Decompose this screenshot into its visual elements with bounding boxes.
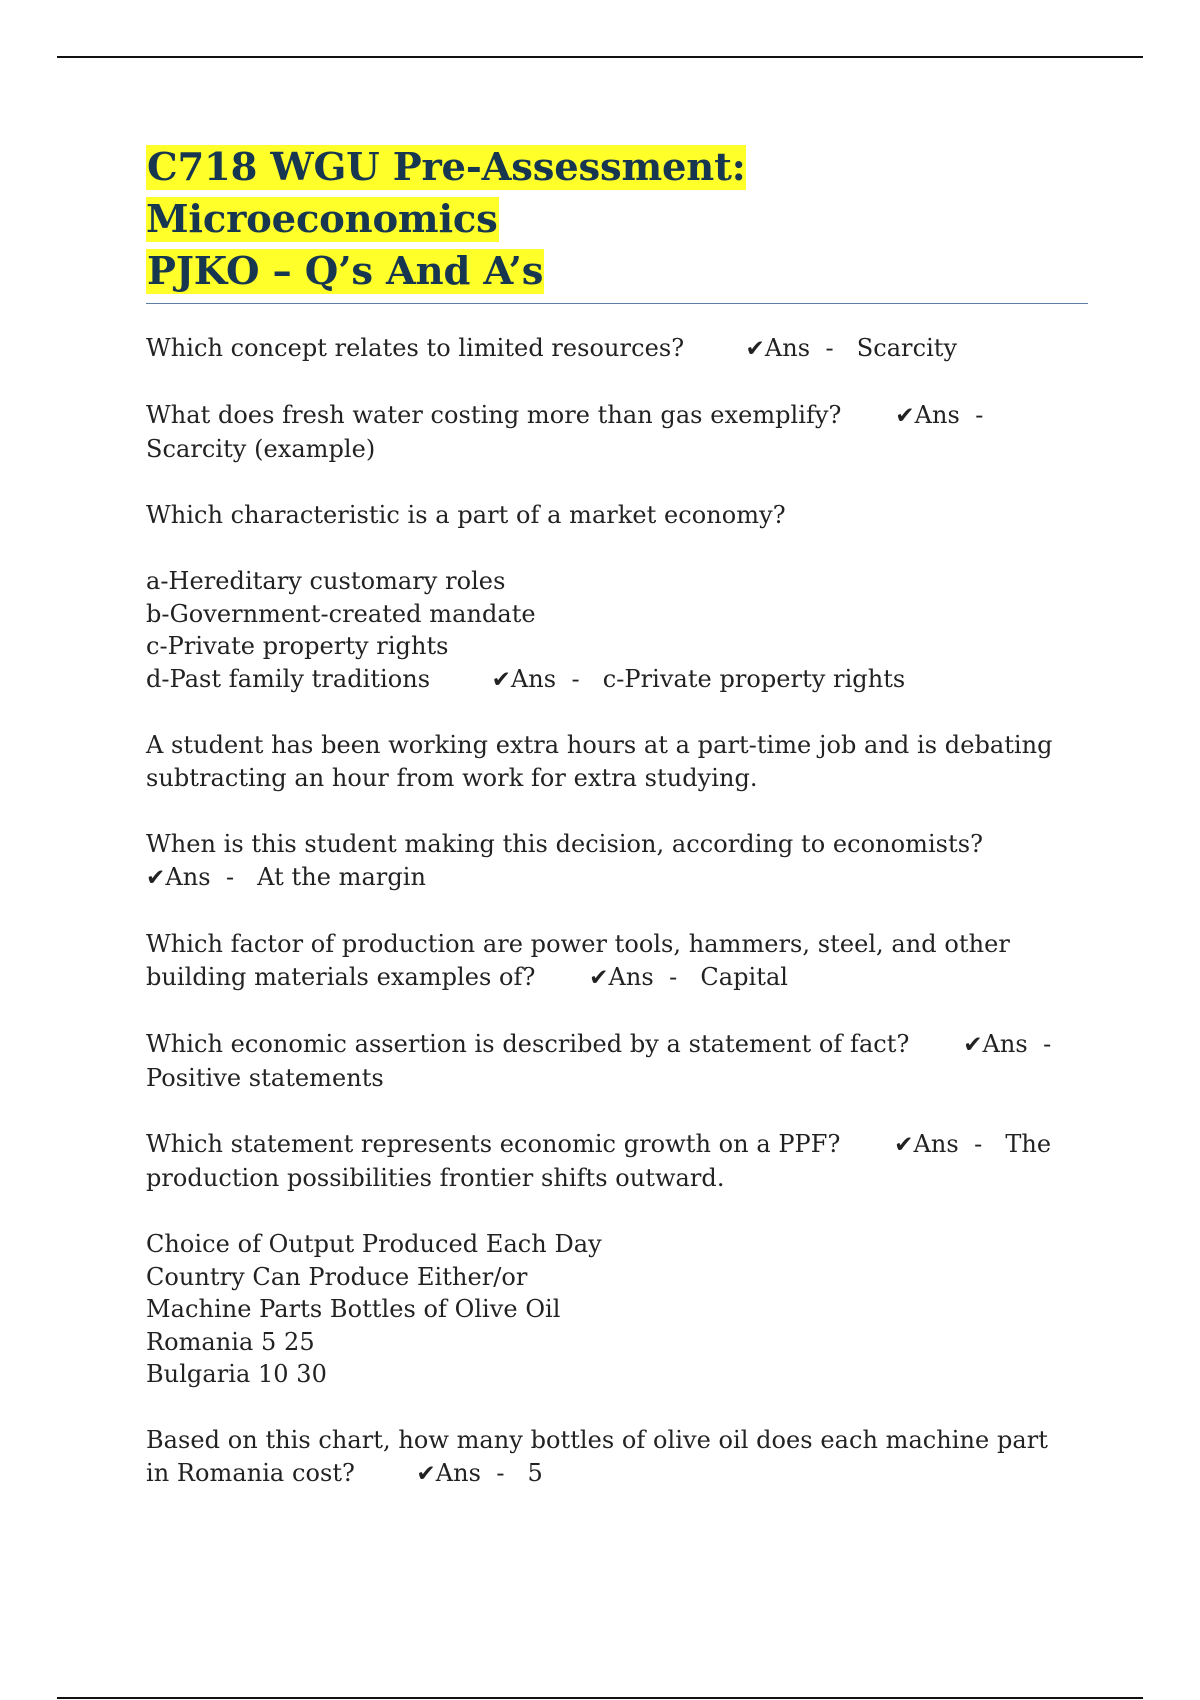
answer-prefix: Ans <box>165 863 211 891</box>
answer-text: Scarcity (example) <box>146 435 376 463</box>
answer-prefix: Ans <box>913 1130 959 1158</box>
chart-line: Choice of Output Produced Each Day <box>146 1230 602 1258</box>
answer-text: At the margin <box>257 863 426 891</box>
qa-item-margin: When is this student making this decision, according to economists? ✔Ans - At the margin <box>146 828 1086 895</box>
question-text: Which characteristic is a part of a market economy? <box>146 501 786 529</box>
question-text: Which economic assertion is described by a statement of fact? <box>146 1030 910 1058</box>
check-icon: ✔ <box>146 865 166 891</box>
answer-text: Scarcity <box>856 334 958 362</box>
check-icon: ✔ <box>894 1132 914 1158</box>
qa-item-student-scenario: A student has been working extra hours at a part-time job and is debating subtracting an hour from work for extra studying. <box>146 731 1053 792</box>
answer-text: Capital <box>700 963 789 991</box>
qa-item-scarcity: Which concept relates to limited resources? ✔Ans - Scarcity <box>146 334 958 362</box>
chart-line: Bulgaria 10 30 <box>146 1360 327 1388</box>
qa-item-market-economy-options: a-Hereditary customary roles b-Government-created mandate c-Private property rights d-Past family traditions ✔Ans - c-Private property rights <box>146 565 1086 696</box>
answer-prefix: Ans <box>764 334 811 362</box>
check-icon: ✔ <box>589 965 609 991</box>
check-icon: ✔ <box>416 1460 436 1487</box>
document-body <box>146 142 1086 1524</box>
top-rule <box>57 56 1143 58</box>
title-line-1: C718 WGU Pre-Assessment: Microeconomics <box>146 145 746 242</box>
answer-prefix: Ans <box>510 664 557 693</box>
answer-prefix: Ans <box>435 1458 481 1487</box>
qa-item-capital: Which factor of production are power tools, hammers, steel, and other building materials examples of? ✔Ans - Capital <box>146 928 1086 995</box>
question-text: When is this student making this decision, according to economists? <box>146 830 984 858</box>
answer-text: c-Private property rights <box>602 664 906 693</box>
answer-text: Positive statements <box>146 1064 384 1092</box>
check-icon: ✔ <box>745 336 765 362</box>
question-text: Which concept relates to limited resources? <box>146 334 685 362</box>
check-icon: ✔ <box>895 403 915 429</box>
title-underline <box>146 303 1088 304</box>
check-icon: ✔ <box>491 666 511 693</box>
answer-text: 5 <box>527 1458 543 1487</box>
chart-line: Machine Parts Bottles of Olive Oil <box>146 1295 561 1323</box>
option-b: b-Government-created mandate <box>146 599 536 628</box>
title-line-2: PJKO – Q’s And A’s <box>147 249 544 294</box>
qa-item-market-economy-question <box>146 499 1086 532</box>
qa-item-output-chart <box>146 1228 1086 1391</box>
question-text: What does fresh water costing more than gas exemplify? <box>146 401 842 429</box>
document-title <box>146 142 1086 298</box>
option-c: c-Private property rights <box>146 632 449 660</box>
option-a: a-Hereditary customary roles <box>146 567 506 595</box>
question-text: Which factor of production are power tools, hammers, steel, and other <box>146 930 1010 958</box>
question-text: Which statement represents economic growth on a PPF? <box>146 1130 841 1158</box>
bottom-rule <box>57 1697 1143 1699</box>
option-d: d-Past family traditions <box>146 664 431 693</box>
qa-item-positive-statements: Which economic assertion is described by a statement of fact? ✔Ans - Positive statements <box>146 1028 1086 1095</box>
answer-prefix: Ans <box>608 963 654 991</box>
qa-list <box>146 332 1086 1491</box>
qa-item-olive-oil-cost: Based on this chart, how many bottles of olive oil does each machine part in Romania cost? ✔Ans - 5 <box>146 1424 1086 1491</box>
question-text: Based on this chart, how many bottles of olive oil does each machine part <box>146 1425 1048 1454</box>
qa-item-ppf-growth: Which statement represents economic growth on a PPF? ✔Ans - The production possibilities frontier shifts outward. <box>146 1128 1086 1195</box>
chart-line: Country Can Produce Either/or <box>146 1262 528 1291</box>
qa-item-fresh-water: What does fresh water costing more than gas exemplify? ✔Ans - Scarcity (example) <box>146 399 1086 466</box>
answer-prefix: Ans <box>914 401 960 429</box>
answer-prefix: Ans <box>982 1030 1028 1058</box>
chart-line: Romania 5 25 <box>146 1327 315 1356</box>
answer-text-continued: production possibilities frontier shifts outward. <box>146 1164 725 1192</box>
check-icon: ✔ <box>963 1032 983 1058</box>
answer-text: The <box>1005 1130 1052 1158</box>
